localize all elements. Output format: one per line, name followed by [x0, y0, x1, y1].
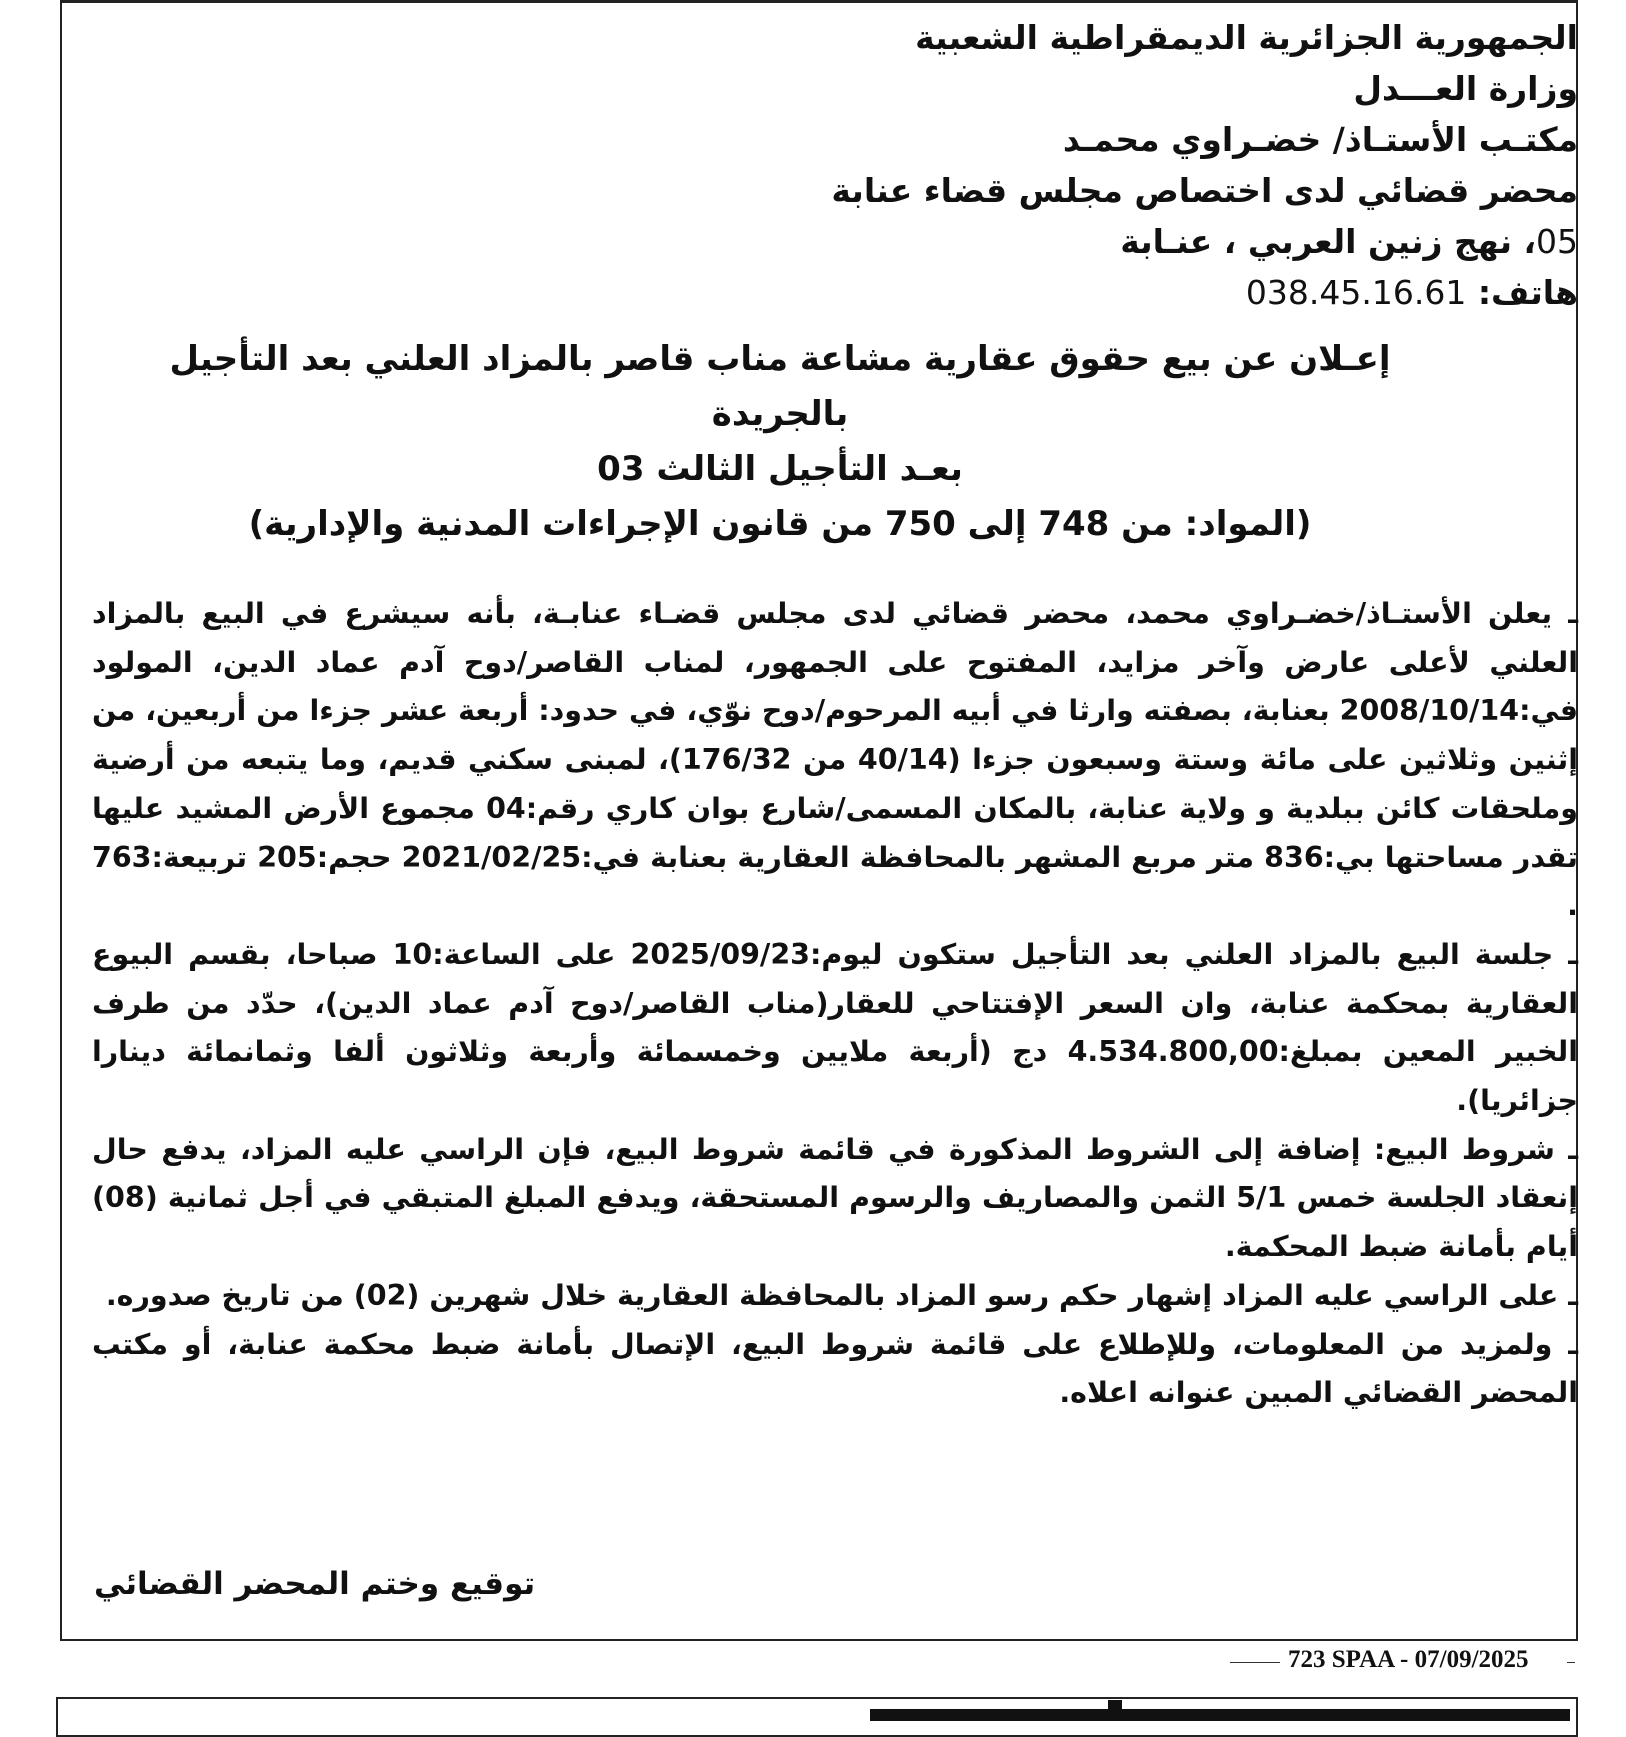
paragraph-contact: ـ ولمزيد من المعلومات، وللإطلاع على قائمة شروط البيع، الإتصال بأمانة ضبط محكمة عنابة، أو مكتب المحضر القضائي المبين عنوانه اعلاه. [92, 1327, 1578, 1410]
paragraph-sale-notice: ـ يعلن الأستـاذ/خضـراوي محمد، محضر قضائي لدى مجلس قضـاء عنابـة، بأنه سيشرع في البيع بالمزاد العلني لأعلى عارض وآخر مزايد، المفتوح على الجمهور، لمناب القاصر/دوح آدم عماد الدين، المولود في:2008/10/14 بعنابة، بصفته وارثا في أبيه المرحوم/دوح نوّي، في حدود: أربعة عشر جزءا من أربعين، من إثنين وثلاثين على مائة وستة وسبعون جزءا (40/14 من 176/32)، لمبنى سكني قديم، وما يتبعه من أرضية وملحقات كائن ببلدية و ولاية عنابة، بالمكان المسمى/شارع بوان كاري رقم:04 مجموع الأرض المشيد عليها تقدر مساحتها بي:836 متر مربع المشهر بالمحافظة العقارية بعنابة في:2021/02/25 حجم:205 تربيعة:763 . [92, 597, 1578, 923]
phone-number: 038.45.16.61 [1245, 273, 1467, 312]
footer-rule-left [1230, 1662, 1280, 1663]
title-line-3: بعـد التأجيل الثالث 03 [597, 449, 963, 489]
ministry-name: وزارة العـــدل [1353, 69, 1578, 108]
republic-name: الجمهورية الجزائرية الديمقراطية الشعبية [915, 18, 1578, 57]
issuer-header [678, 12, 1578, 318]
paragraph-session: ـ جلسة البيع بالمزاد العلني بعد التأجيل ستكون ليوم:2025/09/23 على الساعة:10 صباحا، بقسم البيوع العقارية بمحكمة عنابة، وان السعر الإفتتاحي للعقار(مناب القاصر/دوح آدم عماد الدين)، حدّد من طرف الخبير المعين بمبلغ:4.534.800,00 دج (أربعة ملايين وخمسمائة وأربعة وثلاثون ألفا وثمانمائة دينارا جزائريا). [92, 937, 1578, 1118]
next-announcement-header-bar [870, 1709, 1570, 1721]
address-text: ، نهج زنين العربي ، عنـابة [1120, 222, 1536, 261]
office-name: مكتـب الأستـاذ/ خضـراوي محمـد [1062, 120, 1578, 159]
title-line-4: (المواد: من 748 إلى 750 من قانون الإجراءات المدنية والإدارية) [248, 504, 1312, 544]
bailiff-role: محضر قضائي لدى اختصاص مجلس قضاء عنابة [831, 171, 1578, 210]
signature-line: توقيع وختم المحضر القضائي [94, 1566, 536, 1602]
paragraph-conditions: ـ شروط البيع: إضافة إلى الشروط المذكورة في قائمة شروط البيع، فإن الراسي عليه المزاد، يدفع حال إنعقاد الجلسة خمس 5/1 الثمن والمصاريف والرسوم المستحقة، ويدفع المبلغ المتبقي في أجل ثمانية (08) أيام بأمانة ضبط المحكمة. [92, 1132, 1578, 1264]
footer-rule-right [1567, 1662, 1575, 1663]
address-number: 05 [1536, 222, 1578, 261]
footer-reference: 723 SPAA - 07/09/2025 [1288, 1646, 1529, 1673]
announcement-title [140, 332, 1420, 552]
phone-label: هاتف: [1477, 273, 1578, 312]
title-line-2: بالجريدة [711, 394, 849, 434]
title-line-1: إعـلان عن بيع حقوق عقارية مشاعة مناب قاصر بالمزاد العلني بعد التأجيل [169, 339, 1391, 379]
next-announcement-notch [1108, 1700, 1122, 1712]
office-address [678, 216, 1578, 267]
paragraph-publication: ـ على الراسي عليه المزاد إشهار حكم رسو المزاد بالمحافظة العقارية خلال شهرين (02) من تاريخ صدوره. [105, 1278, 1578, 1312]
announcement-body [92, 590, 1578, 1418]
office-phone [678, 267, 1578, 318]
